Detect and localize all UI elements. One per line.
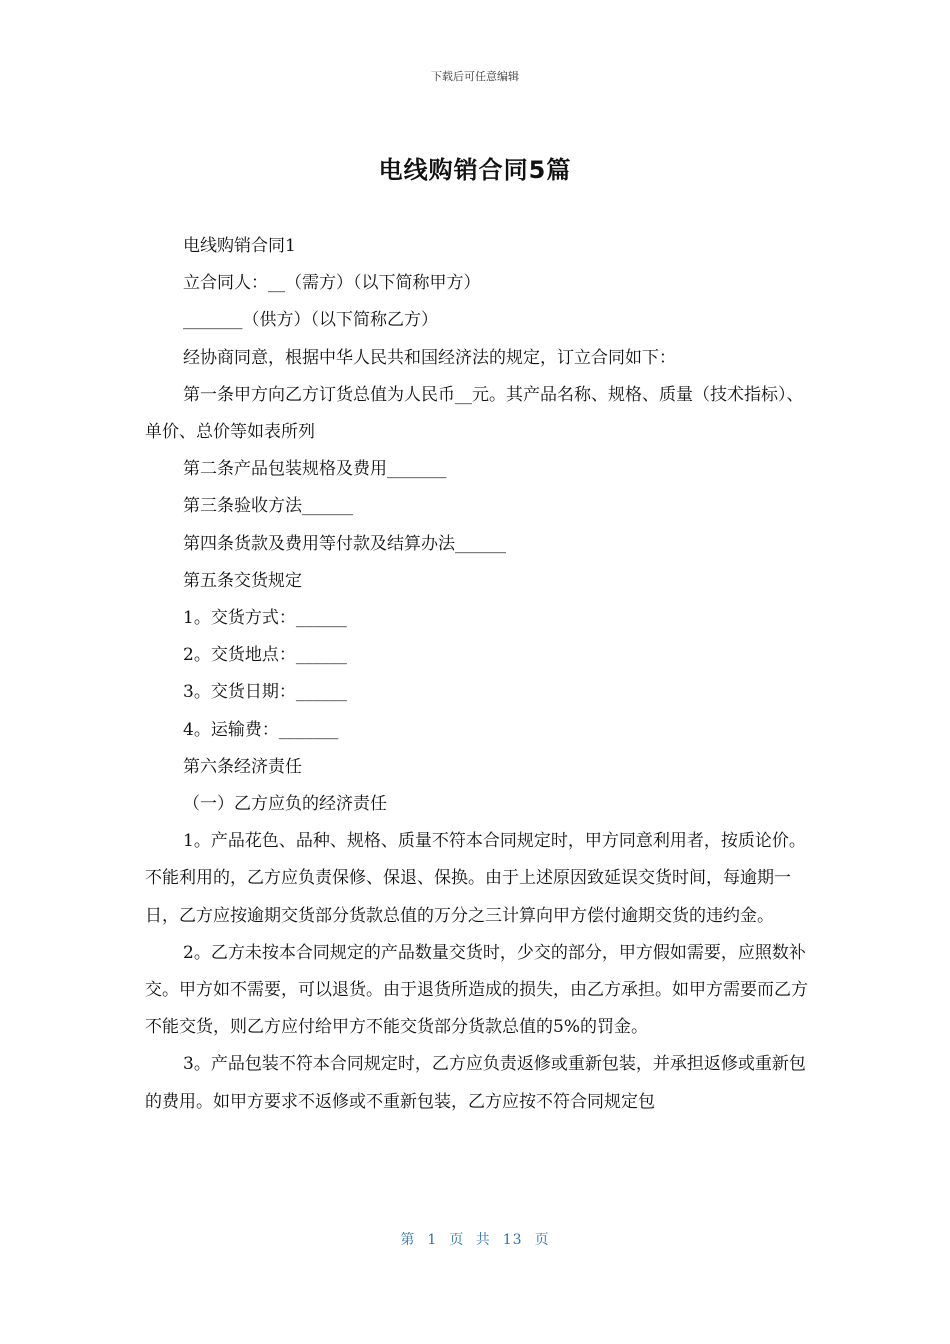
- paragraph: 1。产品花色、品种、规格、质量不符本合同规定时，甲方同意利用者，按质论价。不能利用的，乙方应负责保修、保退、保换。由于上述原因致延误交货时间，每逾期一日，乙方应按逾期交货部分货款总值的万分之三计算向甲方偿付逾期交货的违约金。: [145, 831, 806, 926]
- document-title: 电线购销合同5篇: [378, 156, 572, 184]
- paragraph: 经协商同意，根据中华人民共和国经济法的规定，订立合同如下：: [183, 347, 676, 368]
- paragraph: _______（供方）（以下简称乙方）: [183, 310, 438, 331]
- paragraph: 2。交货地点：______: [183, 645, 347, 666]
- paragraph: 第一条甲方向乙方订货总值为人民币__元。其产品名称、规格、质量（技术指标）、单价、总价等如表所列: [145, 384, 804, 443]
- paragraph: 立合同人：__（需方）（以下简称甲方）: [183, 273, 481, 294]
- paragraph: （一）乙方应负的经济责任: [183, 794, 387, 815]
- page-total-number: 13: [502, 1232, 523, 1248]
- page-label-mid: 页 共: [449, 1232, 491, 1248]
- paragraph: 第六条经济责任: [183, 756, 302, 777]
- paragraph: 1。交货方式：______: [183, 608, 347, 629]
- paragraph: 第二条产品包装规格及费用_______: [183, 459, 447, 480]
- paragraph: 第四条货款及费用等付款及结算办法______: [183, 533, 506, 554]
- page-label-prefix: 第: [400, 1232, 416, 1248]
- page-label-suffix: 页: [534, 1232, 550, 1248]
- page-header-note: 下载后可任意编辑: [431, 70, 519, 83]
- paragraph: 电线购销合同1: [183, 236, 296, 256]
- document-body: [145, 228, 810, 1121]
- paragraph: 第三条验收方法______: [183, 496, 353, 517]
- paragraph: 3。交货日期：______: [183, 682, 347, 703]
- paragraph: 2。乙方未按本合同规定的产品数量交货时，少交的部分，甲方假如需要，应照数补交。甲方如不需要，可以退货。由于退货所造成的损失，由乙方承担。如甲方需要而乙方不能交货，则乙方应付给甲方不能交货部分货款总值的5%的罚金。: [145, 942, 808, 1038]
- page-footer: [0, 1229, 950, 1249]
- paragraph: 3。产品包装不符本合同规定时，乙方应负责返修或重新包装，并承担返修或重新包的费用。如甲方要求不返修或不重新包装，乙方应按不符合同规定包: [145, 1054, 806, 1112]
- paragraph: 第五条交货规定: [183, 570, 302, 591]
- paragraph: 4。运输费：_______: [183, 719, 339, 740]
- page-current-number: 1: [427, 1232, 438, 1248]
